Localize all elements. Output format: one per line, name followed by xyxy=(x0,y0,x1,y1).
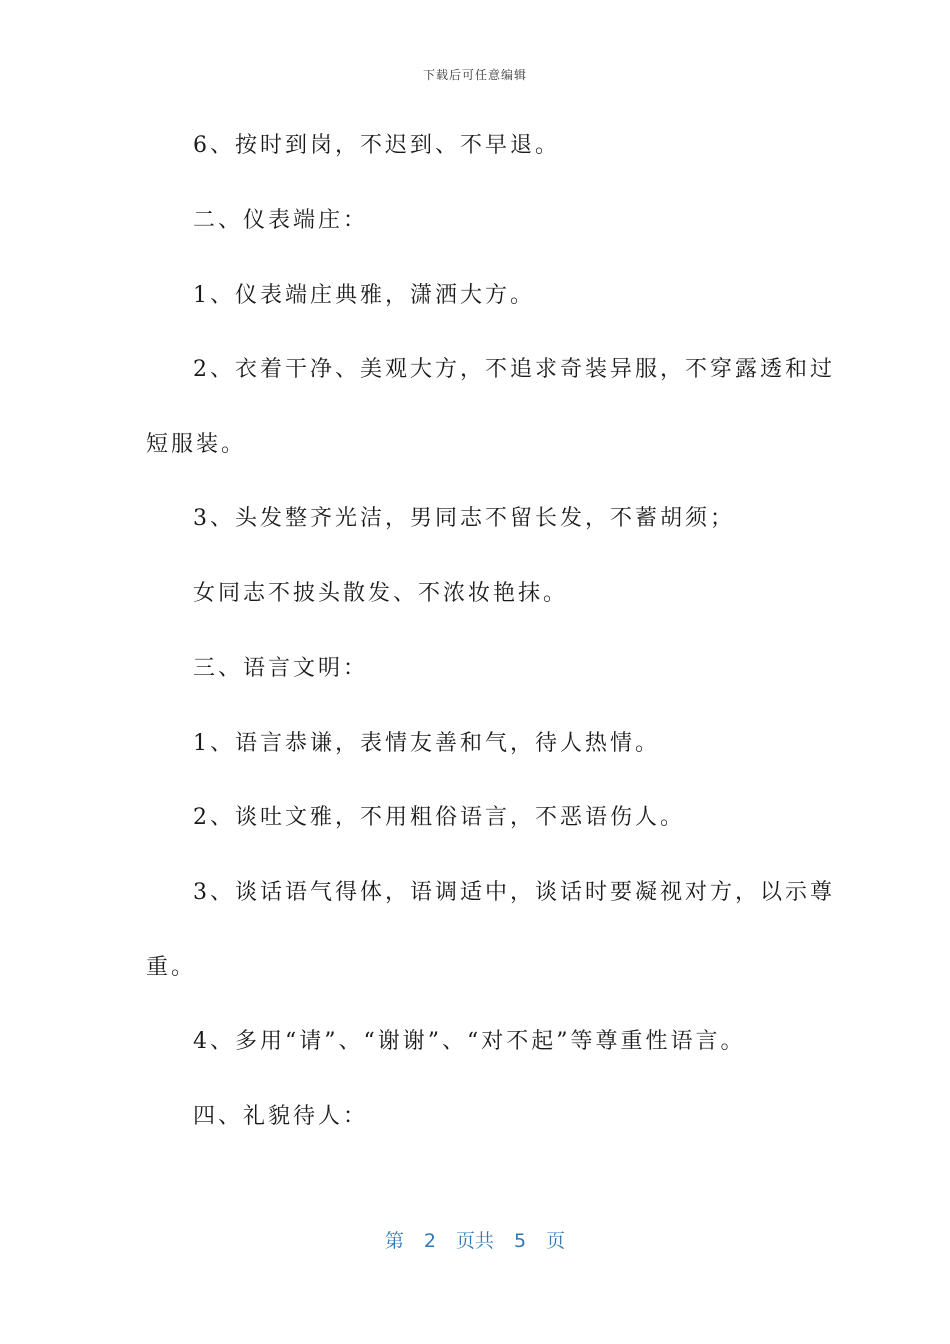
body-line: 2、谈吐文雅，不用粗俗语言，不恶语伤人。 xyxy=(193,805,685,830)
page-footer xyxy=(0,1226,950,1253)
body-line-continuation: 重。 xyxy=(146,955,197,980)
page-label-mid: 页共 xyxy=(455,1230,494,1252)
body-line: 3、谈话语气得体，语调适中，谈话时要凝视对方，以示尊 xyxy=(193,880,835,905)
body-line: 4、多用“请”、“谢谢”、“对不起”等尊重性语言。 xyxy=(193,1029,746,1054)
header-note: 下载后可任意编辑 xyxy=(422,68,527,82)
page-label-suffix: 页 xyxy=(546,1230,566,1252)
current-page-number: 2 xyxy=(423,1230,436,1252)
page-label-prefix: 第 xyxy=(384,1230,404,1252)
body-line: 女同志不披头散发、不浓妆艳抹。 xyxy=(193,581,569,606)
body-line: 2、衣着干净、美观大方，不追求奇装异服，不穿露透和过 xyxy=(193,357,835,382)
section-heading: 三、语言文明： xyxy=(193,656,369,681)
section-heading: 四、礼貌待人： xyxy=(193,1104,369,1129)
body-line: 1、语言恭谦，表情友善和气，待人热情。 xyxy=(193,731,660,756)
body-line: 6、按时到岗，不迟到、不早退。 xyxy=(193,133,560,158)
total-pages-number: 5 xyxy=(514,1230,527,1252)
body-line: 3、头发整齐光洁，男同志不留长发，不蓄胡须； xyxy=(193,506,735,531)
section-heading: 二、仪表端庄： xyxy=(193,208,369,233)
body-line: 1、仪表端庄典雅，潇洒大方。 xyxy=(193,283,535,308)
body-line-continuation: 短服装。 xyxy=(146,432,247,457)
